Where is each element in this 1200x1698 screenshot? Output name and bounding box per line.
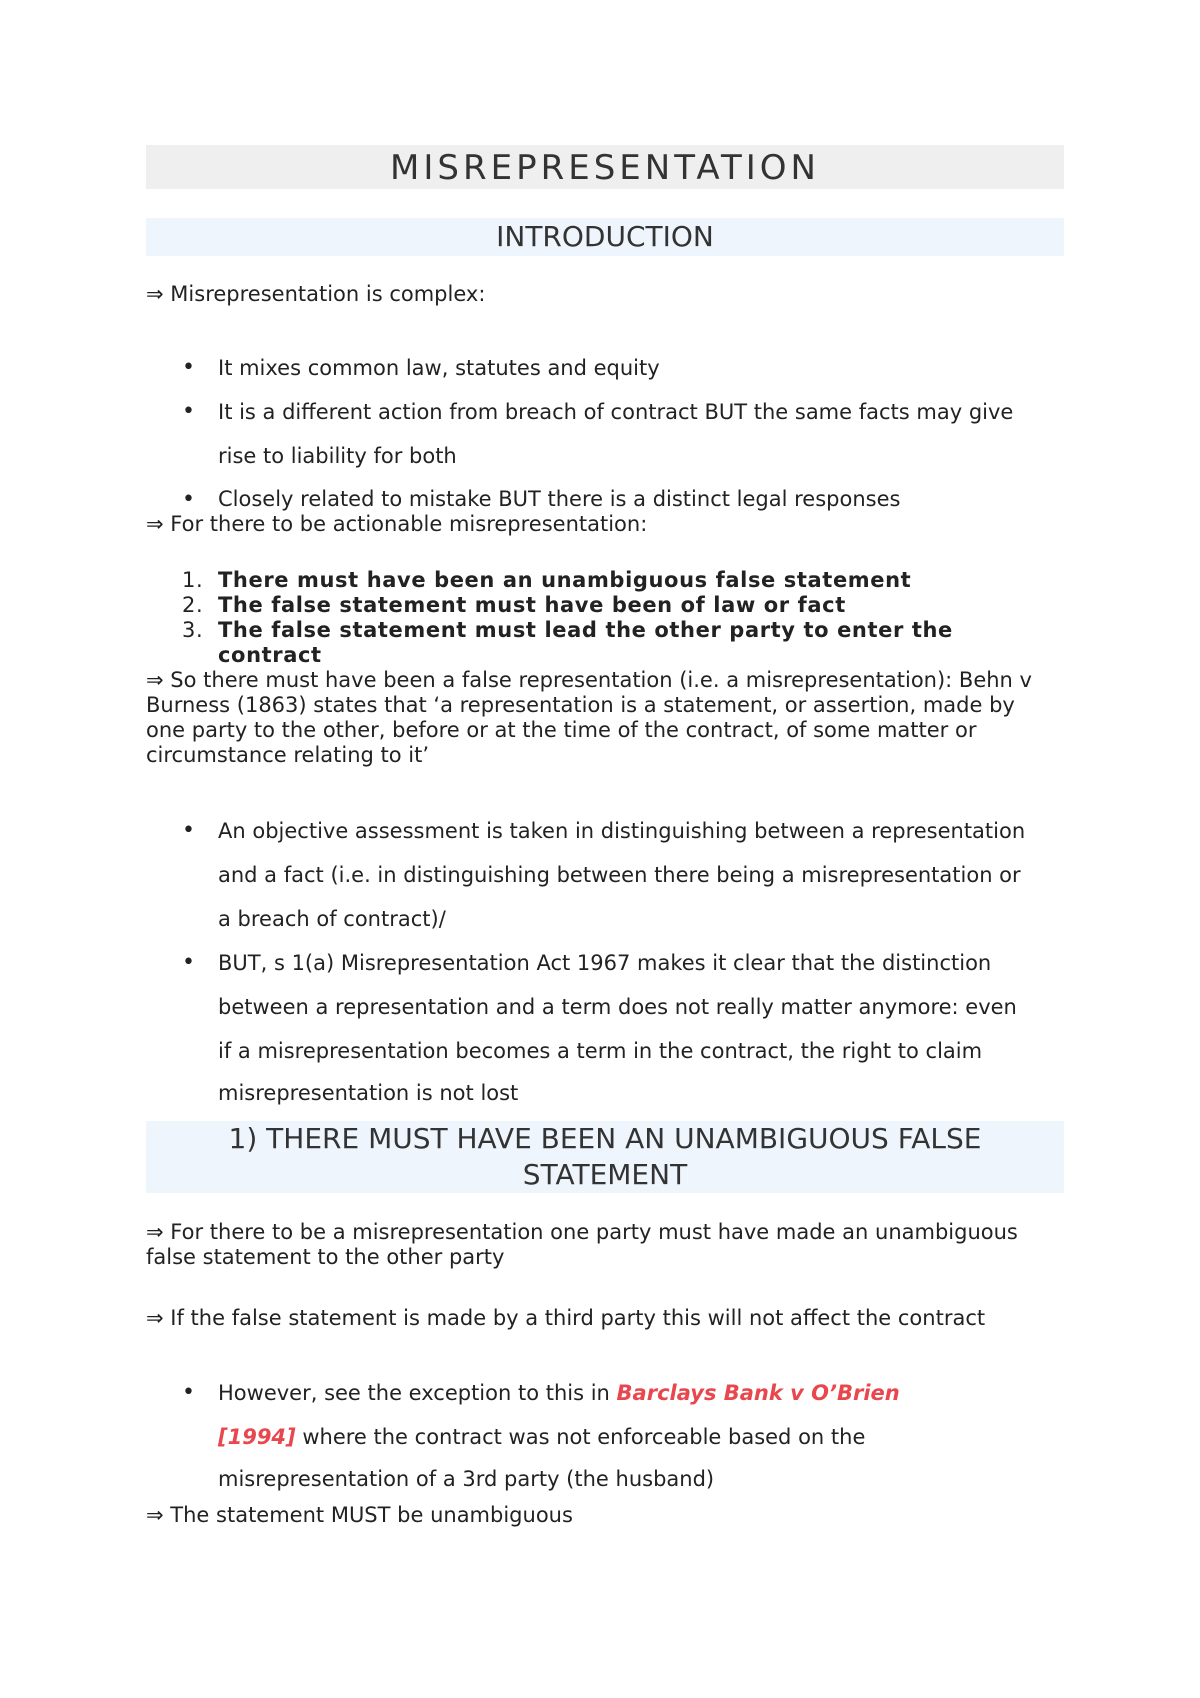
arrow-icon: ⇒ xyxy=(146,1220,164,1244)
intro-bullet-list-2 xyxy=(146,809,1064,1117)
list-item-line: BUT, s 1(a) Misrepresentation Act 1967 makes it clear that the distinction xyxy=(218,951,992,975)
arrow-text: If the false statement is made by a third party this will not affect the contract xyxy=(170,1306,986,1330)
bullet-text: misrepresentation of a 3rd party (the husband) xyxy=(218,1467,715,1491)
list-item-line: if a misrepresentation becomes a term in the contract, the right to claim xyxy=(218,1039,983,1063)
paragraph-line: circumstance relating to it’ xyxy=(146,743,430,767)
case-citation-name: Barclays Bank v O’Brien xyxy=(616,1381,900,1405)
item-number: 2. xyxy=(182,593,204,617)
arrow-text: The statement MUST be unambiguous xyxy=(170,1503,573,1527)
intro-bullet-list-1 xyxy=(146,346,1064,512)
item-number: 1. xyxy=(182,568,204,592)
requirements-numbered-list xyxy=(146,568,1064,668)
list-item: • Closely related to mistake BUT there is a distinct legal responses xyxy=(146,487,1064,512)
arrow-icon: ⇒ xyxy=(146,282,164,306)
list-item: • It mixes common law, statutes and equity xyxy=(146,346,1064,390)
case-citation-year: [1994] xyxy=(218,1425,296,1449)
arrow-icon: ⇒ xyxy=(146,668,164,692)
bullet-text: However, see the exception to this in xyxy=(218,1381,617,1405)
paragraph-line: For there to be a misrepresentation one party must have made an unambiguous xyxy=(170,1220,1018,1244)
paragraph-line: false statement to the other party xyxy=(146,1245,505,1269)
numbered-item xyxy=(146,618,1064,668)
item-text: The false statement must have been of law or fact xyxy=(218,593,846,617)
list-item-line: misrepresentation is not lost xyxy=(218,1081,519,1105)
list-item xyxy=(146,1371,1064,1503)
bullet-text: where the contract was not enforceable based on the xyxy=(295,1425,866,1449)
item-text: The false statement must lead the other party to enter the contract xyxy=(218,618,953,667)
paragraph-line: one party to the other, before or at the time of the contract, of some matter or xyxy=(146,718,977,742)
intro-arrow-paragraph-3 xyxy=(146,668,1064,768)
intro-arrow-line-2 xyxy=(146,512,1064,537)
list-item-line: between a representation and a term does not really matter anymore: even xyxy=(218,995,1017,1019)
paragraph-line: Burness (1863) states that ‘a representation is a statement, or assertion, made by xyxy=(146,693,1015,717)
paragraph-line: So there must have been a false representation (i.e. a misrepresentation): Behn v xyxy=(170,668,1032,692)
heading-introduction: INTRODUCTION xyxy=(146,218,1064,256)
list-item-line: and a fact (i.e. in distinguishing between there being a misrepresentation or xyxy=(218,863,1021,887)
arrow-text: For there to be actionable misrepresentation: xyxy=(170,512,648,536)
s1-arrow-line-2 xyxy=(146,1306,1064,1331)
list-item-line: rise to liability for both xyxy=(218,444,457,468)
heading-line: 1) THERE MUST HAVE BEEN AN UNAMBIGUOUS FALSE xyxy=(228,1122,982,1155)
numbered-item xyxy=(146,593,1064,618)
list-item xyxy=(146,390,1064,478)
arrow-icon: ⇒ xyxy=(146,512,164,536)
s1-bullet-list xyxy=(146,1371,1064,1503)
list-item-line: An objective assessment is taken in distinguishing between a representation xyxy=(218,819,1026,843)
intro-arrow-line-1 xyxy=(146,282,1064,307)
heading-section-1 xyxy=(146,1121,1064,1193)
arrow-icon: ⇒ xyxy=(146,1503,164,1527)
arrow-icon: ⇒ xyxy=(146,1306,164,1330)
arrow-text: Misrepresentation is complex: xyxy=(170,282,486,306)
heading-line: STATEMENT xyxy=(522,1158,688,1191)
s1-arrow-paragraph-1 xyxy=(146,1220,1064,1270)
document-title: MISREPRESENTATION xyxy=(146,145,1064,189)
list-item xyxy=(146,809,1064,941)
item-text: There must have been an unambiguous false statement xyxy=(218,568,912,592)
numbered-item xyxy=(146,568,1064,593)
document-page xyxy=(146,145,1064,1528)
list-item xyxy=(146,941,1064,1117)
list-item-line: a breach of contract)/ xyxy=(218,907,446,931)
s1-arrow-line-3 xyxy=(146,1503,1064,1528)
item-number: 3. xyxy=(182,618,204,642)
list-item-line: It is a different action from breach of contract BUT the same facts may give xyxy=(218,400,1014,424)
